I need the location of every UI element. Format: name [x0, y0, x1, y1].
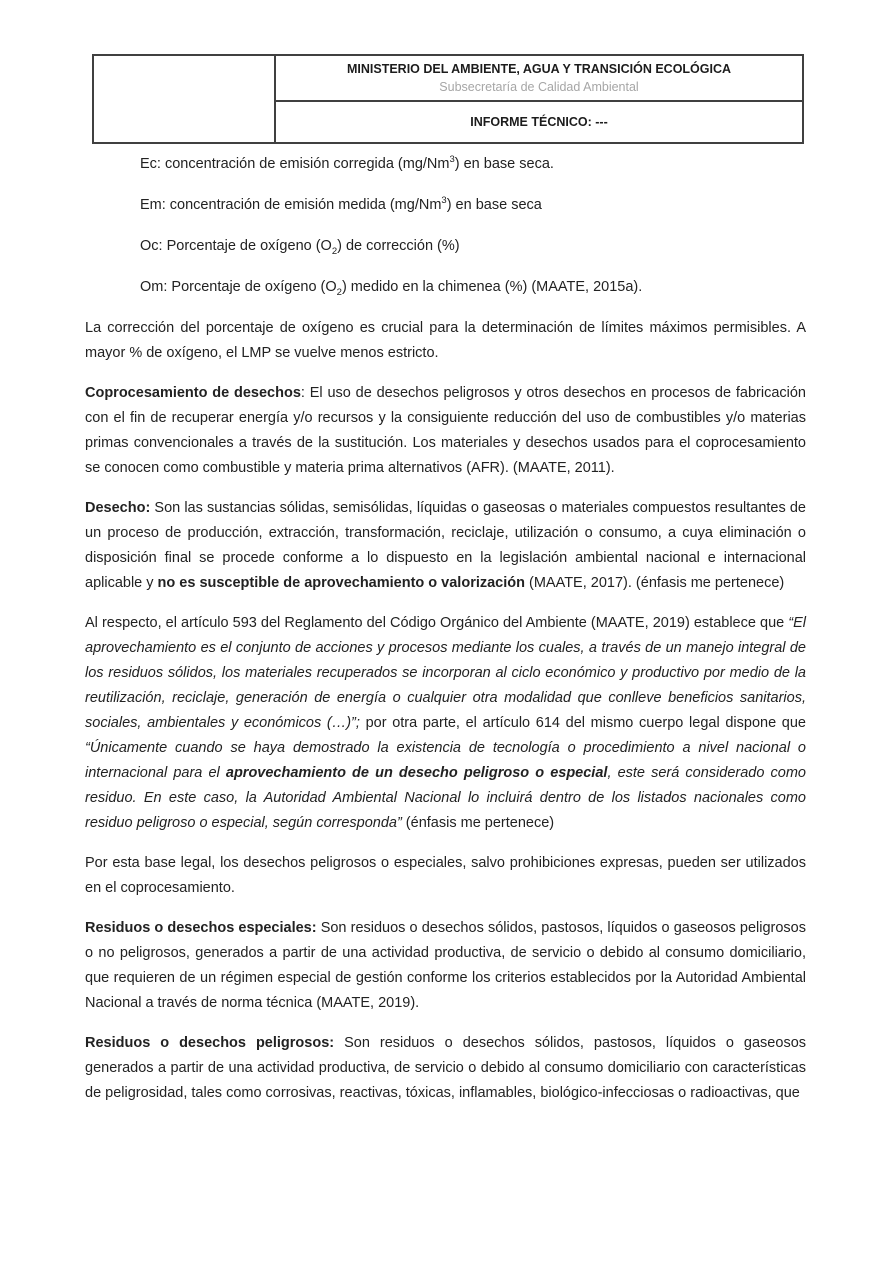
term-coprocesamiento: Coprocesamiento de desechos	[85, 385, 301, 401]
definition-om-subscript: 2	[336, 286, 342, 298]
legal-middle: por otra parte, el artículo 614 del mismo cuerpo legal dispone que	[359, 715, 806, 731]
definition-oc-tail: ) de corrección (%)	[337, 238, 460, 254]
desecho-bold-emphasis: no es susceptible de aprovechamiento o valorización	[157, 575, 525, 591]
definition-ec-text: Ec: concentración de emisión corregida (mg/Nm	[140, 156, 450, 172]
coprocesamiento-definition: : El uso de desechos peligrosos y otros desechos en procesos de fabricación con el fin de recuperar energía y/o recursos y la consiguiente reducción del uso de combustibles y/o materias primas convencionales a través de la sustitución. Los materiales y desechos usados para el coprocesamiento se conocen como combustible y materia prima alternativos (AFR). (MAATE, 2011).	[85, 385, 806, 476]
definition-oc	[140, 234, 806, 259]
definition-em-superscript: 3	[441, 195, 447, 207]
definition-em	[140, 193, 806, 218]
desecho-definition-part1: Son las sustancias sólidas, semisólidas, líquidas o gaseosas o materiales compuestos resultantes de un proceso de producción, extracción, transformación, reciclaje, utilización o consumo, a cuya eliminación o disposición final se procede conforme a lo dispuesto en la legislación ambiental nacional e internacional aplicable y	[85, 500, 806, 591]
residuos-especiales-definition: Son residuos o desechos sólidos, pastosos, líquidos o gaseosos peligrosos o no peligrosos, generados a partir de una actividad productiva, de servicio o debido al consumo domiciliario, que requieren de un régimen especial de gestión conforme los criterios establecidos por la Autoridad Ambiental Nacional a través de norma técnica (MAATE, 2019).	[85, 920, 806, 1011]
ministry-title: MINISTERIO DEL AMBIENTE, AGUA Y TRANSICIÓN ECOLÓGICA	[346, 61, 732, 76]
definition-ec	[140, 152, 806, 177]
legal-quote-articulo-593: “El aprovechamiento es el conjunto de acciones y procesos mediante los cuales, a través de un manejo integral de los residuos sólidos, los materiales recuperados se incorporan al ciclo económico y productivo por medio de la reutilización, reciclaje, generación de energía o cualquier otra modalidad que conlleve beneficios sanitarios, sociales, ambientales y económicos (…)”;	[85, 615, 806, 731]
paragraph-base-legal: Por esta base legal, los desechos peligrosos o especiales, salvo prohibiciones expresas, pueden ser utilizados en el coprocesamiento.	[85, 855, 806, 896]
header-ministry-cell	[275, 55, 803, 101]
desecho-definition-part2: (MAATE, 2017). (énfasis me pertenece)	[525, 575, 785, 591]
definition-om-text: Om: Porcentaje de oxígeno (O	[140, 279, 337, 295]
term-desecho: Desecho:	[85, 500, 151, 516]
definition-oc-subscript: 2	[331, 245, 338, 257]
paragraph-articulo-593-614	[85, 611, 806, 836]
legal-quote-articulo-614-part2: , este será considerado como residuo. En este caso, la Autoridad Ambiental Nacional lo incluirá dentro de los listados nacionales como residuo peligroso o especial, según corresponda”	[85, 765, 806, 831]
definition-om	[140, 275, 806, 300]
definition-ec-tail: ) en base seca.	[454, 156, 554, 172]
paragraph-desecho	[85, 496, 806, 596]
subsecretaria-subtitle: Subsecretaría de Calidad Ambiental	[439, 79, 639, 94]
legal-quote-articulo-614-part1: “Únicamente cuando se haya demostrado la existencia de tecnología o procedimiento a nivel nacional o internacional para el	[85, 740, 806, 781]
residuos-peligrosos-definition: Son residuos o desechos sólidos, pastosos, líquidos o gaseosos generados a partir de una actividad productiva, de servicio o debido al consumo domiciliario con características de peligrosidad, tales como corrosivas, reactivas, tóxicas, inflamables, biológico-infecciosas o radioactivas, que	[85, 1035, 807, 1101]
legal-quote-bold-emphasis: aprovechamiento de un desecho peligroso o especial	[225, 765, 608, 781]
legal-outro: (énfasis me pertenece)	[401, 815, 555, 831]
paragraph-residuos-especiales	[85, 916, 806, 1016]
paragraph-oxygen-correction: La corrección del porcentaje de oxígeno es crucial para la determinación de límites máximos permisibles. A mayor % de oxígeno, el LMP se vuelve menos estricto.	[85, 320, 806, 361]
informe-tecnico-label: INFORME TÉCNICO: ---	[275, 101, 803, 143]
document-body	[85, 152, 806, 1121]
definition-em-text: Em: concentración de emisión medida (mg/Nm	[140, 197, 442, 213]
term-residuos-especiales: Residuos o desechos especiales:	[85, 920, 317, 936]
paragraph-residuos-peligrosos	[85, 1031, 806, 1106]
logo-placeholder	[93, 55, 275, 143]
definition-em-tail: ) en base seca	[446, 197, 542, 213]
legal-intro: Al respecto, el artículo 593 del Reglamento del Código Orgánico del Ambiente (MAATE, 2019) establece que	[85, 615, 789, 631]
term-residuos-peligrosos: Residuos o desechos peligrosos:	[85, 1035, 335, 1051]
paragraph-coprocesamiento	[85, 381, 806, 481]
header-table	[92, 54, 804, 144]
definition-om-tail: ) medido en la chimenea (%) (MAATE, 2015a).	[341, 279, 643, 295]
definition-ec-superscript: 3	[449, 154, 455, 166]
definition-oc-text: Oc: Porcentaje de oxígeno (O	[140, 238, 332, 254]
